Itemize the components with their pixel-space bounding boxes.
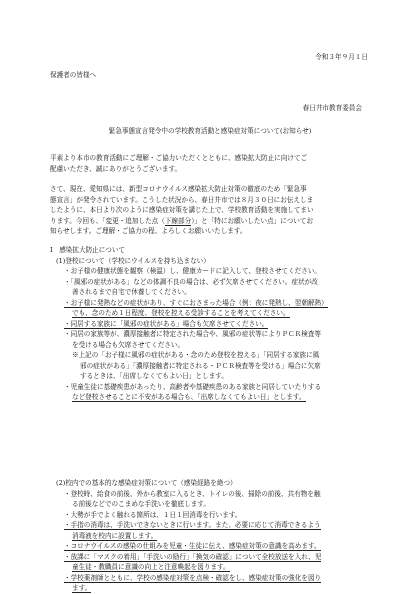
bullet-item: ・登校時、給食の前後、外から教室に入るとき、トイレの後、掃除の前後、共有物を触	[64, 489, 321, 498]
intro-paragraph-2	[50, 184, 380, 237]
text-line: さて、現在、愛知県には、新型コロナウイルス感染拡大防止対策の徹底のため「緊急事	[50, 185, 307, 193]
underlined-text: 童生徒・教職員に意識の向上と注意喚起を図ります。	[72, 563, 230, 571]
text-line: 配慮いただき、誠にありがとうございます。	[50, 164, 182, 173]
bullet-item: ・「風邪の症状がある」などの体調不良の場合は、必ず欠席させてください。症状が改	[64, 277, 318, 286]
text-run: ）」と「特にお願いしたい点」についてお	[191, 216, 314, 225]
bullet-continuation: る前後などでのこまめな手洗いを徹底します。	[72, 500, 210, 508]
bullet-item	[50, 573, 380, 584]
bullet-item	[50, 552, 380, 563]
bullet-item	[50, 319, 380, 330]
underlined-text: ・コロナウイルスの感染の仕組みを児童・生徒に伝え、感染症対策の意識を高めます。	[64, 542, 321, 550]
bullet-continuation	[50, 531, 380, 542]
underlined-text: ・手指の消毒は、手洗いできないときに行います。また、必要に応じて消毒できるよう	[64, 521, 321, 529]
underlined-text: ・お子様に発熱などの症状があり、すぐにおさまった場合（例：夜に発熱し、翌朝解熱）	[64, 298, 328, 307]
underlined-text: でも、念のため１日程度、登校を控える受診することを考えてください。	[72, 309, 290, 317]
underlined-text: ます。	[72, 584, 92, 592]
bullet-item	[50, 541, 380, 552]
bullet-continuation	[50, 562, 380, 573]
text-line	[50, 216, 380, 227]
underlined-text: など登校させることに不安がある場合も、「出席しなくてもよい日」とします。	[72, 393, 306, 401]
bullet-item: ・大勢が手でよく触れる箇所は、１日１回消毒を行います。	[64, 510, 242, 519]
section-heading: Ⅰ 感染拡大防止について	[50, 246, 126, 254]
note-line: 邪の症状がある」「濃厚接触者に特定される・ＰＣＲ検査等を受ける」場合に欠席	[80, 361, 321, 370]
addressee: 保護者の皆様へ	[50, 71, 97, 79]
note-line: するときは、「出席しなくてもよい日」とします。	[80, 372, 228, 380]
bullet-item	[50, 520, 380, 531]
underlined-text: 下線部分	[164, 216, 192, 225]
text-run: ります。今回も、「変更・追加した点（	[50, 216, 165, 225]
bullet-item: ・お子様の健康状態を観察（検温）し、健康カードに記入して、登校させてください。	[64, 267, 322, 275]
note-line: ※上記の「お子様に風邪の症状がある・念のため登校を控える」「同居する家族に風	[72, 351, 320, 359]
section-2	[50, 478, 380, 594]
underlined-text: 消毒液を校内に設置します。	[72, 531, 158, 540]
intro-paragraph-1	[50, 153, 380, 174]
underlined-text: ・学校薬剤師とともに、学校の感染症対策を点検・確認をし、感染症対策の強化を図り	[64, 573, 322, 582]
bullet-item	[50, 298, 380, 309]
bullet-continuation	[50, 392, 380, 403]
bullet-item: ・同居の家族等が、濃厚接触者に特定された場合や、風邪の症状等によりＰＣＲ検査等	[64, 330, 322, 338]
bullet-continuation: 善されるまで自宅で休養してください。	[72, 288, 191, 296]
sender-name: 春日井市教育委員会	[302, 104, 362, 112]
text-line: 平素より本市の教育活動にご理解・ご協力いただくとともに、感染拡大防止に向けてご	[50, 154, 308, 162]
document-title: 緊急事態宣言発令中の学校教育活動と感染症対策について(お知らせ)	[108, 127, 312, 135]
bullet-continuation	[50, 583, 380, 594]
underlined-text: ・放課に「マスクの着用」「手洗いの励行」「換気の確認」について全校放送を入れ、児	[64, 552, 322, 561]
bullet-continuation	[50, 308, 380, 319]
text-line: したように、本日より次のように感染症対策を講じた上で、学校教育活動を実施してまい	[50, 206, 314, 214]
underlined-text: ・同居する家族に「風邪の症状がある」場合も欠席させてください。	[64, 319, 269, 328]
bullet-item: ・児童生徒に基礎疾患があったり、高齢者や基礎疾患のある家族と同居していたりする	[64, 382, 322, 391]
text-line: 態宣言」が発令されています。こうした状況から、春日井市では８月３０日にお伝えしま	[50, 195, 314, 204]
section-1	[50, 245, 380, 403]
text-line: 知らせします。ご理解・ご協力の程、よろしくお願いいたします。	[50, 227, 247, 235]
bullet-continuation: を受ける場合も欠席させてください。	[72, 340, 185, 349]
subsection-heading: (1)登校について（学校にウイルスを持ち込まない）	[56, 256, 210, 265]
document-date: 令和３年９月１日	[315, 53, 368, 61]
subsection-heading: (2)校内での基本的な感染症対策について（感染経路を絶つ）	[56, 479, 237, 487]
